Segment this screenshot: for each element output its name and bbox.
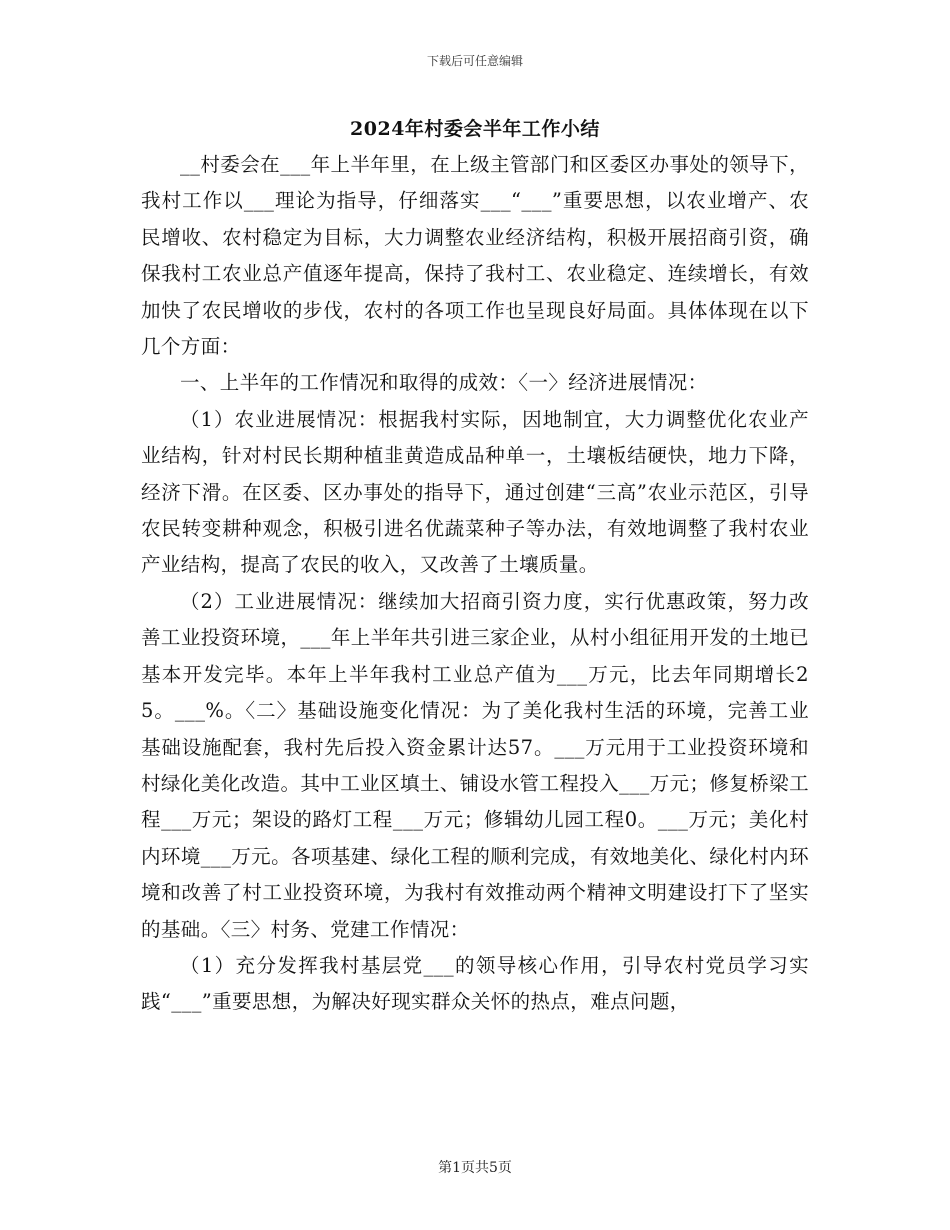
paragraph-section-one-heading: 一、上半年的工作情况和取得的成效：〈一〉经济进展情况： (180, 371, 708, 395)
paragraph-industry: （2）工业进展情况：继续加大招商引资力度，实行优惠政策，努力改善工业投资环境，___年上半年共引进三家企业，从村小组征用开发的土地已基本开发完毕。本年上半年我村工业总产值为___万元，比去年同期增长25。___%。〈二〉基础设施变化情况：为了美化我村生活的环境，完善工业基础设施配套，我村先后投入资金累计达57。___万元用于工业投资环境和村绿化美化改造。其中工业区填土、铺设水管工程投入___万元；修复桥梁工程___万元；架设的路灯工程___万元；修辑幼儿园工程0。___万元；美化村内环境___万元。各项基建、绿化工程的顺利完成，有效地美化、绿化村内环境和改善了村工业投资环境，为我村有效推动两个精神文明建设打下了坚实的基础。〈三〉村务、党建工作情况： (141, 589, 809, 941)
document-title: 2024年村委会半年工作小结 (350, 118, 600, 140)
page-header-note: 下载后可任意编辑 (426, 54, 523, 68)
paragraph-agriculture: （1）农业进展情况：根据我村实际，因地制宜，大力调整优化农业产业结构，针对村民长期种植韭黄造成品种单一，土壤板结硬快，地力下降，经济下滑。在区委、区办事处的指导下，通过创建“三高”农业示范区，引导农民转变耕种观念，积极引进名优蔬菜种子等办法，有效地调整了我村农业产业结构，提高了农民的收入，又改善了土壤质量。 (141, 407, 809, 577)
page-number: 第1页共5页 (438, 1160, 512, 1176)
document-body (141, 147, 809, 1021)
paragraph-intro: __村委会在___年上半年里，在上级主管部门和区委区办事处的领导下，我村工作以___理论为指导，仔细落实___“___”重要思想，以农业增产、农民增收、农村稳定为目标，大力调整农业经济结构，积极开展招商引资，确保我村工农业总产值逐年提高，保持了我村工、农业稳定、连续增长，有效加快了农民增收的步伐，农村的各项工作也呈现良好局面。具体体现在以下几个方面： (141, 153, 809, 359)
paragraph-party-building: （1）充分发挥我村基层党___的领导核心作用，引导农村党员学习实践“___”重要思想，为解决好现实群众关怀的热点，难点问题， (141, 953, 809, 1014)
